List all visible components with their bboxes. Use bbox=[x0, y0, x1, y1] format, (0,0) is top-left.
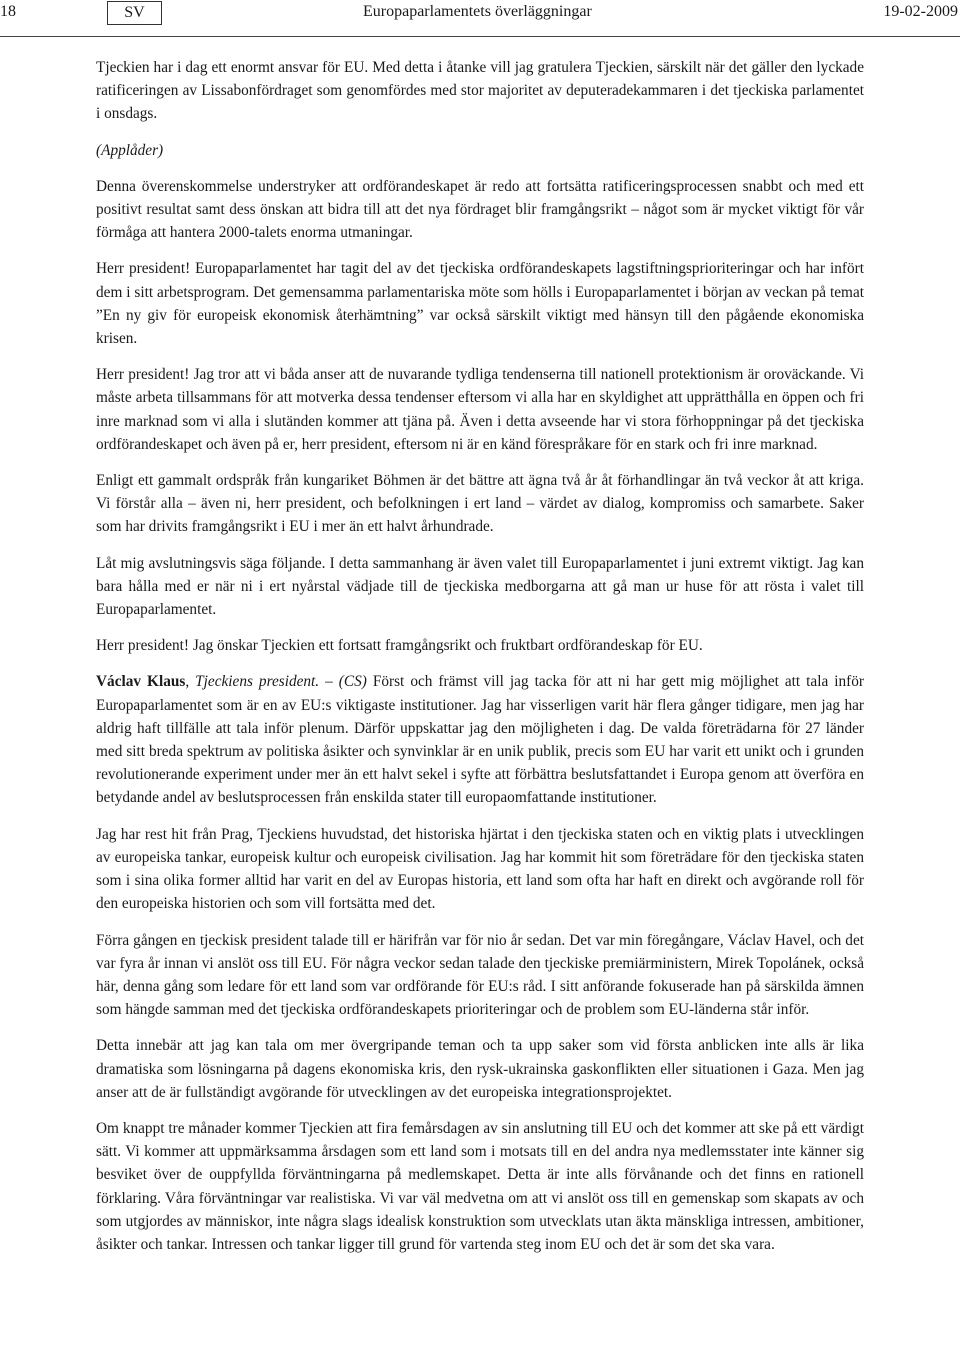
page-header bbox=[0, 0, 960, 37]
header-date: 19-02-2009 bbox=[883, 3, 958, 20]
document-body bbox=[96, 56, 864, 1269]
language-badge: SV bbox=[107, 1, 162, 25]
page-number: 18 bbox=[0, 3, 16, 20]
speaker-name: Václav Klaus bbox=[96, 673, 186, 691]
speech-opening: Václav Klaus, Tjeckiens president. – (CS) Först och främst vill jag tacka för att ni har gett mig möjlighet att tala inför Europaparlamentet som är en av EU:s viktigaste institutioner. Jag har visserligen varit här flera gånger tidigare, men jag har aldrig haft tillfälle att tala inför plenum. Därför uppskattar jag den möjligheten i dag. De valda företrädarna för 27 länder med sitt breda spektrum av politiska åsikter och synvinklar är en unik publik, precis som EU har varit ett unikt och i grunden revolutionerande experiment under mer än ett halvt sekel i syfte att förbättra beslutsfattandet i Europa genom att överföra en betydande andel av beslutsprocessen från enskilda stater till europaomfattande institutioner. bbox=[96, 673, 864, 807]
paragraph: Herr president! Jag önskar Tjeckien ett fortsatt framgångsrikt och fruktbart ordförandeskap för EU. bbox=[96, 637, 703, 655]
paragraph: Tjeckien har i dag ett enormt ansvar för EU. Med detta i åtanke vill jag gratulera Tjeckien, särskilt när det gäller den lyckade ratificeringen av Lissabonfördraget som genomfördes med stor majoritet av deputeradekammaren i det tjeckiska parlamentet i onsdags. bbox=[96, 59, 864, 123]
speech-language-code: (CS) bbox=[338, 673, 367, 691]
header-title: Europaparlamentets överläggningar bbox=[363, 3, 592, 20]
paragraph: Denna överenskommelse understryker att ordförandeskapet är redo att fortsätta ratificeringsprocessen snabbt och med ett positivt resultat samt dess önskan att bidra till att det nya fördraget blir framgångsrikt – något som är mycket viktigt för vår förmåga att hantera 2000-talets enorma utmaningar. bbox=[96, 177, 864, 242]
paragraph: Enligt ett gammalt ordspråk från kungariket Böhmen är det bättre att ägna två år åt förhandlingar än två veckor åt att kriga. Vi förstår alla – även ni, herr president, och befolkningen i ert land – värdet av dialog, kompromiss och samarbete. Saker som har drivits framgångsrikt i EU i mer än ett halvt århundrade. bbox=[96, 472, 864, 536]
paragraph: Jag har rest hit från Prag, Tjeckiens huvudstad, det historiska hjärtat i den tjeckiska staten och en viktig plats i utvecklingen av europeiska tankar, europeisk kultur och europeisk civilisation. Jag har kommit hit som företrädare för den tjeckiska staten som i sina olika former alltid har varit en del av Europas historia, ett land som ofta har haft en direkt och avgörande roll för den europeiska historien och som vill fortsätta med det. bbox=[96, 825, 864, 913]
speech-text: Först och främst vill jag tacka för att ni har gett mig möjlighet att tala inför Europaparlamentet som är en av EU:s viktigaste institutioner. Jag har visserligen varit här flera gånger tidigare, men jag har aldrig haft tillfälle att tala inför plenum. Därför uppskattar jag den möjligheten i dag. De valda företrädarna för 27 länder med sitt breda spektrum av politiska åsikter och synvinklar är en unik publik, precis som EU har varit ett unikt och i grunden revolutionerande experiment under mer än ett halvt sekel i syfte att förbättra beslutsfattandet i Europa genom att överföra en betydande andel av beslutsprocessen från enskilda stater till europaomfattande institutioner. bbox=[96, 673, 864, 807]
speaker-role: Tjeckiens president. bbox=[195, 673, 320, 691]
paragraph: Om knappt tre månader kommer Tjeckien att fira femårsdagen av sin anslutning till EU och det kommer att ske på ett värdigt sätt. Vi kommer att uppmärksamma årsdagen som ett land som i motsats till en del andra nya medlemsstater inte känner sig besviket över de ouppfyllda förväntningarna på medlemskapet. Detta är inte alls förvånande och det finns en rationell förklaring. Våra förväntningar var realistiska. Vi var väl medvetna om att vi anslöt oss till en gemenskap som skapats av och som utgjordes av människor, inte några slags idealisk konstruktion som utvecklats utan äkta mänskliga intressen, ambitioner, åsikter och tankar. Intressen och tankar ligger till grund för vartenda steg inom EU och det är som det ska vara. bbox=[96, 1119, 864, 1253]
paragraph: Låt mig avslutningsvis säga följande. I detta sammanhang är även valet till Europaparlamentet i juni extremt viktigt. Jag kan bara hålla med er när ni i ert nyårstal vädjade till de tjeckiska medborgarna att gå man ur huse för att rösta i valet till Europaparlamentet. bbox=[96, 554, 864, 619]
paragraph: Herr president! Europaparlamentet har tagit del av det tjeckiska ordförandeskapets lagstiftningsprioriteringar och har infört dem i sitt arbetsprogram. Det gemensamma parlamentariska möte som hölls i Europaparlamentet i början av veckan på temat ”En ny giv för europeisk ekonomisk återhämtning” var också särskilt viktigt med hänsyn till den pågående ekonomiska krisen. bbox=[96, 260, 864, 348]
paragraph: Förra gången en tjeckisk president talade till er härifrån var för nio år sedan. Det var min föregångare, Václav Havel, och det var fyra år innan vi anslöt oss till EU. För några veckor sedan talade den tjeckiske premiärministern, Mirek Topolánek, också här, denna gång som ledare för ett land som var ordförande för EU:s råd. I sitt anförande fokuserade han på särskilda ämnen som hängde samman med det tjeckiska ordförandeskapets prioriteringar och de problem som EU-länderna står inför. bbox=[96, 931, 864, 1019]
stage-direction-applause: (Applåder) bbox=[96, 141, 164, 159]
paragraph: Herr president! Jag tror att vi båda anser att de nuvarande tydliga tendenserna till nationell protektionism är oroväckande. Vi måste arbeta tillsammans för att motverka dessa tendenser eftersom vi alla har en skyldighet att upprätthålla en öppen och fri inre marknad som vi alla i slutänden kommer att tjäna på. Även i detta avseende har vi stora förhoppningar på det tjeckiska ordförandeskapet och även på er, herr president, eftersom ni är en känd förespråkare för en stark och fri inre marknad. bbox=[96, 366, 864, 453]
paragraph: Detta innebär att jag kan tala om mer övergripande teman och ta upp saker som vid första anblicken inte alls är lika dramatiska som lösningarna på dagens ekonomiska kris, den rysk-ukrainska gaskonflikten eller situationen i Gaza. Men jag anser att de är fullständigt avgörande för utvecklingen av det europeiska integrationsprojektet. bbox=[96, 1037, 864, 1101]
